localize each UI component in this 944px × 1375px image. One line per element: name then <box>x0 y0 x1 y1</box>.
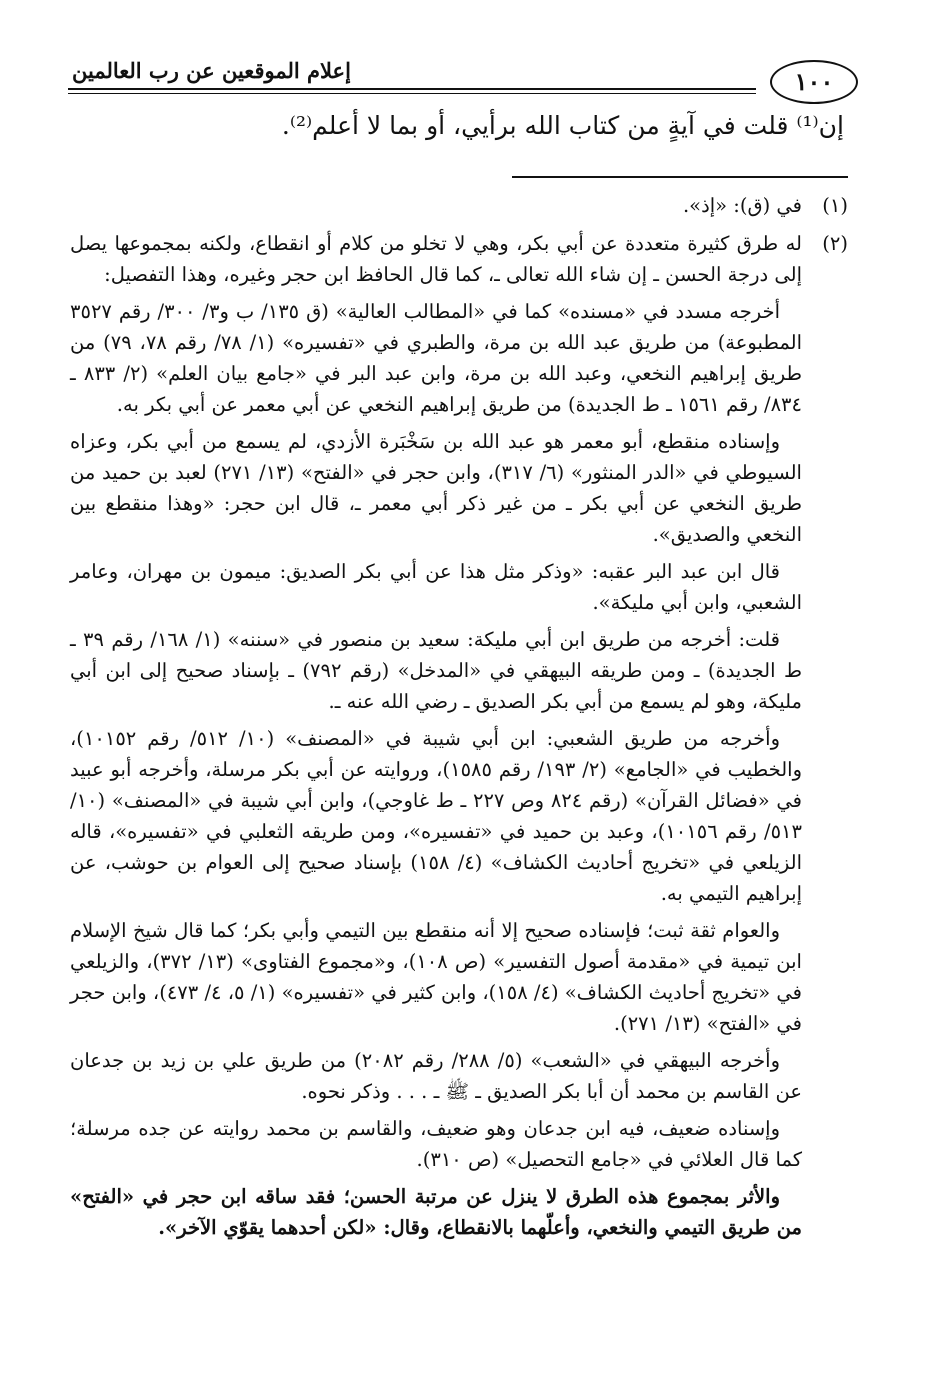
header-rule <box>68 88 756 90</box>
footnote-paragraph: وأخرجه من طريق الشعبي: ابن أبي شيبة في «المصنف» (١٠/ ٥١٢/ رقم ١٠١٥٢)، والخطيب في «الجامع» (٢/ ١٩٣/ رقم ١٥٨٥)، وروايته عن أبي بكر مرسلة، وأخرجه أبو عبيد في «فضائل القرآن» (رقم ٨٢٤ وص ٢٢٧ ـ ط غاوجي)، وابن أبي شيبة في «المصنف» (١٠/ ٥١٣/ رقم ١٠١٥٦)، وعبد بن حميد في «تفسيره»، ومن طريقه الثعلبي في «تفسيره»، قاله الزيلعي في «تخريج أحاديث الكشاف» (٤/ ١٥٨) بإسناد صحيح إلى العوام بن حوشب، عن إبراهيم التيمي به. <box>70 727 802 905</box>
footnote-separator <box>512 176 848 178</box>
footnote-1 <box>70 190 848 227</box>
footnote-paragraph: أخرجه مسدد في «مسنده» كما في «المطالب العالية» (ق ١٣٥/ ب و٣/ ٣٠٠/ رقم ٣٥٢٧ المطبوعة) من طريق عبد الله بن مرة، والطبري في «تفسيره» (١/ ٧٨/ رقم ٧٨، ٧٩) من طريق إبراهيم النخعي، وعبد الله بن مرة، وابن عبد البر في «جامع بيان العلم» (٢/ ٨٣٣ ـ ٨٣٤/ رقم ١٥٦١ ـ ط الجديدة) من طريق إبراهيم النخعي عن أبي معمر عن أبي بكر به. <box>70 300 802 416</box>
footnote-paragraph: والعوام ثقة ثبت؛ فإسناده صحيح إلا أنه منقطع بين التيمي وأبي بكر؛ كما قال شيخ الإسلام ابن تيمية في «مقدمة أصول التفسير» (ص ١٠٨)، و«مجموع الفتاوى» (١٣/ ٣٧٢)، والزيلعي في «تخريج أحاديث الكشاف» (٤/ ١٥٨)، وابن كثير في «تفسيره» (١/ ٥، ٤/ ٤٧٣)، وابن حجر في «الفتح» (١٣/ ٢٧١). <box>70 919 802 1035</box>
book-title: إعلام الموقعين عن رب العالمين <box>72 58 351 83</box>
footnote-paragraph: وأخرجه البيهقي في «الشعب» (٥/ ٢٨٨/ رقم ٢٠٨٢) من طريق علي بن زيد بن جدعان عن القاسم بن محمد أن أبا بكر الصديق ـ ﷺ ـ . . . وذكر نحوه. <box>70 1049 802 1103</box>
footnote-paragraph: والأثر بمجموع هذه الطرق لا ينزل عن مرتبة الحسن؛ فقد ساقه ابن حجر في «الفتح» من طريق التيمي والنخعي، وأعلّهما بالانقطاع، وقال: «لكن أحدهما يقوّي الآخر». <box>70 1185 802 1239</box>
footnote-marker: (١) <box>822 194 848 217</box>
footnote-paragraph: وإسناده ضعيف، فيه ابن جدعان وهو ضعيف، والقاسم بن محمد روايته عن جده مرسلة؛ كما قال العلائي في «جامع التحصيل» (ص ٣١٠). <box>70 1117 802 1171</box>
footnote-marker: (٢) <box>822 232 848 255</box>
footnote-paragraph: قلت: أخرجه من طريق ابن أبي مليكة: سعيد بن منصور في «سننه» (١/ ١٦٨/ رقم ٣٩ ـ ط الجديدة) ـ ومن طريقه البيهقي في «المدخل» (رقم ٧٩٢) ـ بإسناد صحيح إلى ابن أبي مليكة، وهو لم يسمع من أبي بكر الصديق ـ رضي الله عنه ـ. <box>70 628 802 713</box>
footnote-paragraph: قال ابن عبد البر عقبه: «وذكر مثل هذا عن أبي بكر الصديق: ميمون بن مهران، وعامر الشعبي، وابن أبي مليكة». <box>70 560 802 614</box>
page-header <box>68 40 848 96</box>
footnote-paragraph: له طرق كثيرة متعددة عن أبي بكر، وهي لا تخلو من كلام أو انقطاع، ولكنه بمجموعها يصل إلى درجة الحسن ـ إن شاء الله تعالى ـ، كما قال الحافظ ابن حجر وغيره، وهذا التفصيل: <box>70 232 802 286</box>
header-rule-thin <box>68 93 756 94</box>
footnote-paragraph: وإسناده منقطع، أبو معمر هو عبد الله بن سَخْبَرة الأزدي، لم يسمع من أبي بكر، وعزاه السيوطي في «الدر المنثور» (٦/ ٣١٧)، وابن حجر في «الفتح» (١٣/ ٢٧١) لعبد بن حميد من طريق النخعي عن أبي بكر ـ من غير ذكر أبي معمر ـ، قال ابن حجر: «وهذا منقطع بين النخعي والصديق». <box>70 430 802 546</box>
page-number: ١٠٠ <box>770 60 858 104</box>
footnote-2 <box>70 228 848 1249</box>
footnote-paragraph: في (ق): «إذ». <box>682 194 802 217</box>
main-text: إن⁽¹⁾ قلت في آيةٍ من كتاب الله برأيي، أو بما لا أعلم⁽²⁾. <box>281 111 844 140</box>
